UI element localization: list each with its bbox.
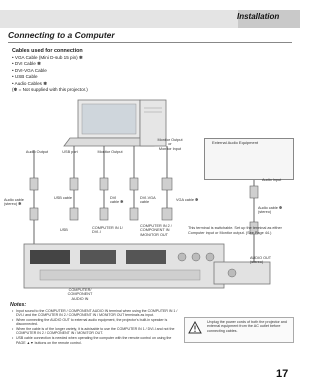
computer-in1-label: COMPUTER IN 1/ DVI-I (92, 226, 123, 235)
audio-out-panel (214, 262, 270, 284)
notes-list (12, 309, 180, 345)
audio-cable-left-label: Audio cable (stereo) ✽ (4, 198, 24, 207)
audio-cable-right-label: Audio cable ✽ (stereo) (258, 206, 283, 215)
cable-item: • DVI-VGA Cable (12, 67, 47, 73)
page-heading: Connecting to a Computer (8, 30, 115, 40)
usb-terminal-label: USB (60, 228, 68, 232)
cable-item: • DVI Cable ✽ (12, 61, 41, 67)
audio-out-label: AUDIO OUT (stereo) (250, 256, 272, 265)
projector-terminal-panel (24, 244, 224, 288)
section-title: Installation (237, 12, 280, 21)
cable-item: (✽ = Not supplied with this projector.) (12, 87, 88, 93)
audio-input-label: Audio Input (262, 178, 282, 182)
cable-item: • VGA Cable (Mini D-sub 15 pin) ✽ (12, 55, 83, 60)
monitor-output-label: Monitor Output (97, 150, 123, 154)
cables-title: Cables used for connection (12, 48, 83, 54)
warning-icon (188, 321, 202, 334)
note-item: • USB cable connection is needed when operating the computer with the remote control on using the PAGE ▲▼ buttons on the remote control. (12, 336, 180, 345)
note-item: • When connecting the AUDIO OUT to external audio equipment, the projector's built-in speaker is disconnected. (12, 318, 180, 327)
audio-output-label: Audio Output (25, 150, 49, 154)
computer-audio-in-label: COMPUTER/ COMPONENT AUDIO IN (67, 288, 93, 301)
dvi-vga-cable-label: DVI-VGA cable (140, 196, 156, 205)
notes-title: Notes: (10, 302, 27, 308)
vga-cable-label: VGA cable ✽ (176, 198, 199, 202)
cable-item: • USB Cable (12, 74, 38, 80)
external-audio-label: External Audio Equipment (212, 140, 259, 145)
note-item: • When the cable is of the longer variety, it is advisable to use the COMPUTER IN 1 / DVI-I and not the COMPUTER IN 2 / COMPONENT IN / MONITOR OUT. (12, 327, 180, 336)
monitor-output-or-input-label: Monitor Output or Monitor Input (157, 138, 183, 151)
note-item: • Input sound to the COMPUTER / COMPONENT AUDIO IN terminal when using the COMPUTER IN 1 / DVI-I and the COMPUTER IN 2 / COMPONENT IN / MONITOR OUT terminals as input. (12, 309, 180, 318)
caution-text: Unplug the power cords of both the projector and external equipment from the AC outlet before connecting cables. (207, 320, 287, 333)
cable-item: • Audio Cables ✽ (12, 80, 48, 86)
audio-out-jack (228, 269, 236, 277)
usb-cable-label: USB cable (54, 196, 72, 200)
switch-note: This terminal is switchable. Set up the terminal as either Computer input or Monitor output. (See Page 44.) (188, 226, 282, 235)
page-number: 17 (276, 368, 289, 380)
computer-in2-label: COMPUTER IN 2 / COMPONENT IN /MONITOR OUT (140, 224, 172, 237)
dvi-cable-label: DVI cable ✽ (110, 196, 124, 205)
usb-port-label: USB port (62, 150, 78, 154)
